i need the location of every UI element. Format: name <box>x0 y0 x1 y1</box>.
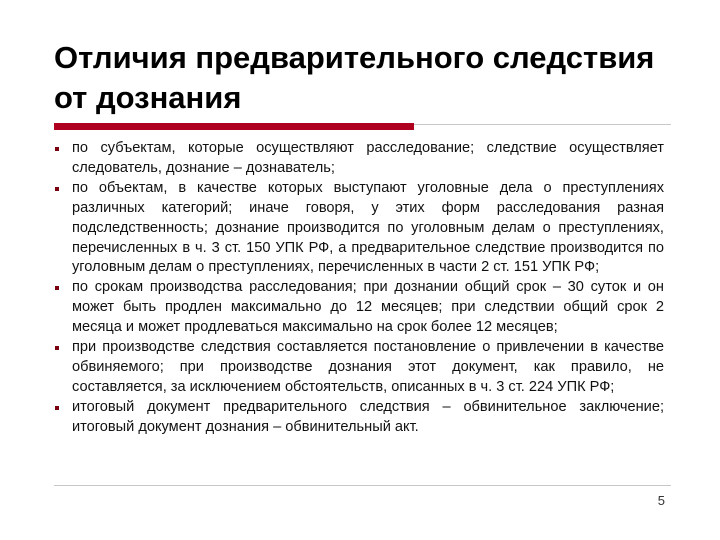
bullet-list <box>54 139 664 438</box>
bullet-square-icon <box>55 147 59 151</box>
bullet-square-icon <box>55 346 59 350</box>
bullet-text: по объектам, в качестве которых выступают уголовные дела о преступлениях различных категорий; иначе говоря, у этих форм расследования разная подследственность; дознание производится по уголовным делам о преступлениях, перечисленных в ч. 3 ст. 150 УПК РФ, а предварительное следствие производится по уголовным делам о преступлениях, перечисленных в части 2 ст. 151 УПК РФ; <box>72 179 664 276</box>
bullet-square-icon <box>55 187 59 191</box>
slide-title: Отличия предварительного следствия от дознания <box>54 40 655 115</box>
bullet-text: итоговый документ предварительного следствия – обвинительное заключение; итоговый документ дознания – обвинительный акт. <box>72 398 664 435</box>
bullet-text: при производстве следствия составляется постановление о привлечении в качестве обвиняемого; при производстве дознания этот документ, как правило, не составляется, за исключением обстоятельств, описанных в ч. 3 ст. 224 УПК РФ; <box>72 339 664 395</box>
bullet-text: по субъектам, которые осуществляют расследование; следствие осуществляет следователь, дознание – дознаватель; <box>72 140 664 176</box>
list-item <box>54 398 664 438</box>
list-item <box>54 278 664 338</box>
bullet-text: по срокам производства расследования; при дознании общий срок – 30 суток и он может быть продлен максимально до 12 месяцев; при следствии общий срок 2 месяца и может продлеваться максимально на срок более 12 месяцев; <box>72 279 664 336</box>
bullet-square-icon <box>55 406 59 410</box>
list-item <box>54 179 664 279</box>
footer-divider <box>54 485 671 486</box>
page-number: 5 <box>657 493 665 508</box>
list-item <box>54 139 664 179</box>
bullet-square-icon <box>55 286 59 290</box>
title-accent-bar <box>54 123 414 130</box>
list-item <box>54 338 664 398</box>
